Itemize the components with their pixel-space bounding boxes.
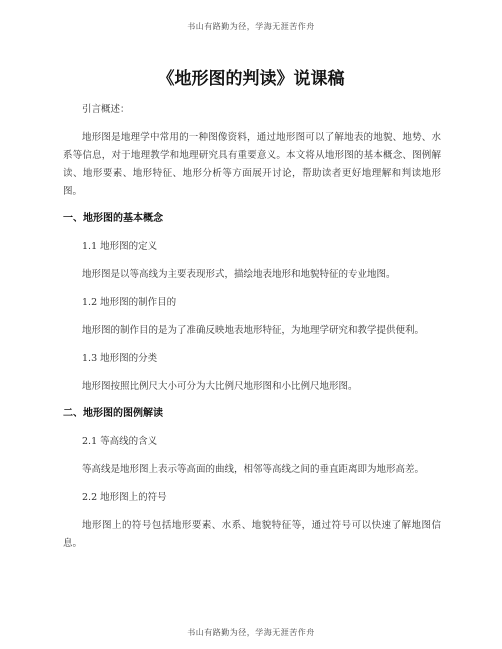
intro-label: 引言概述： bbox=[82, 104, 130, 115]
subsection-1-1-title: 1.1 地形图的定义 bbox=[82, 241, 158, 252]
subsection-2-2-title: 2.2 地形图上的符号 bbox=[82, 492, 167, 503]
intro-paragraph: 地形图是地理学中常用的一种图像资料，通过地形图可以了解地表的地貌、地势、水系等信息，对于地理教学和地理研究具有重要意义。本文将从地形图的基本概念、图例解读、地形要素、地形特征、地形分析等方面展开讨论，帮助读者更好地理解和判读地形图。 bbox=[63, 132, 441, 197]
subsection-1-3-text: 地形图按照比例尺大小可分为大比例尺地形图和小比例尺地形图。 bbox=[82, 381, 358, 392]
document-title: 《地形图的判读》说课稿 bbox=[157, 69, 345, 89]
page-footer-motto: 书山有路勤为径，学海无涯苦作舟 bbox=[187, 628, 315, 637]
subsection-1-3-title: 1.3 地形图的分类 bbox=[82, 353, 158, 364]
section-1-heading: 一、地形图的基本概念 bbox=[63, 213, 163, 224]
subsection-2-2-text: 地形图上的符号包括地形要素、水系、地貌特征等，通过符号可以快速了解地图信息。 bbox=[63, 520, 441, 549]
subsection-1-2-title: 1.2 地形图的制作目的 bbox=[82, 297, 177, 308]
subsection-2-1-text: 等高线是地形图上表示等高面的曲线，相邻等高线之间的垂直距离即为地形高差。 bbox=[82, 464, 425, 475]
subsection-1-2-text: 地形图的制作目的是为了准确反映地表地形特征，为地理学研究和教学提供便利。 bbox=[82, 325, 425, 336]
subsection-1-1-text: 地形图是以等高线为主要表现形式，描绘地表地形和地貌特征的专业地图。 bbox=[82, 269, 396, 280]
page-header-motto: 书山有路勤为径，学海无涯苦作舟 bbox=[187, 22, 315, 31]
subsection-2-1-title: 2.1 等高线的含义 bbox=[82, 436, 158, 447]
section-2-heading: 二、地形图的图例解读 bbox=[63, 408, 163, 419]
document-body bbox=[63, 101, 441, 563]
